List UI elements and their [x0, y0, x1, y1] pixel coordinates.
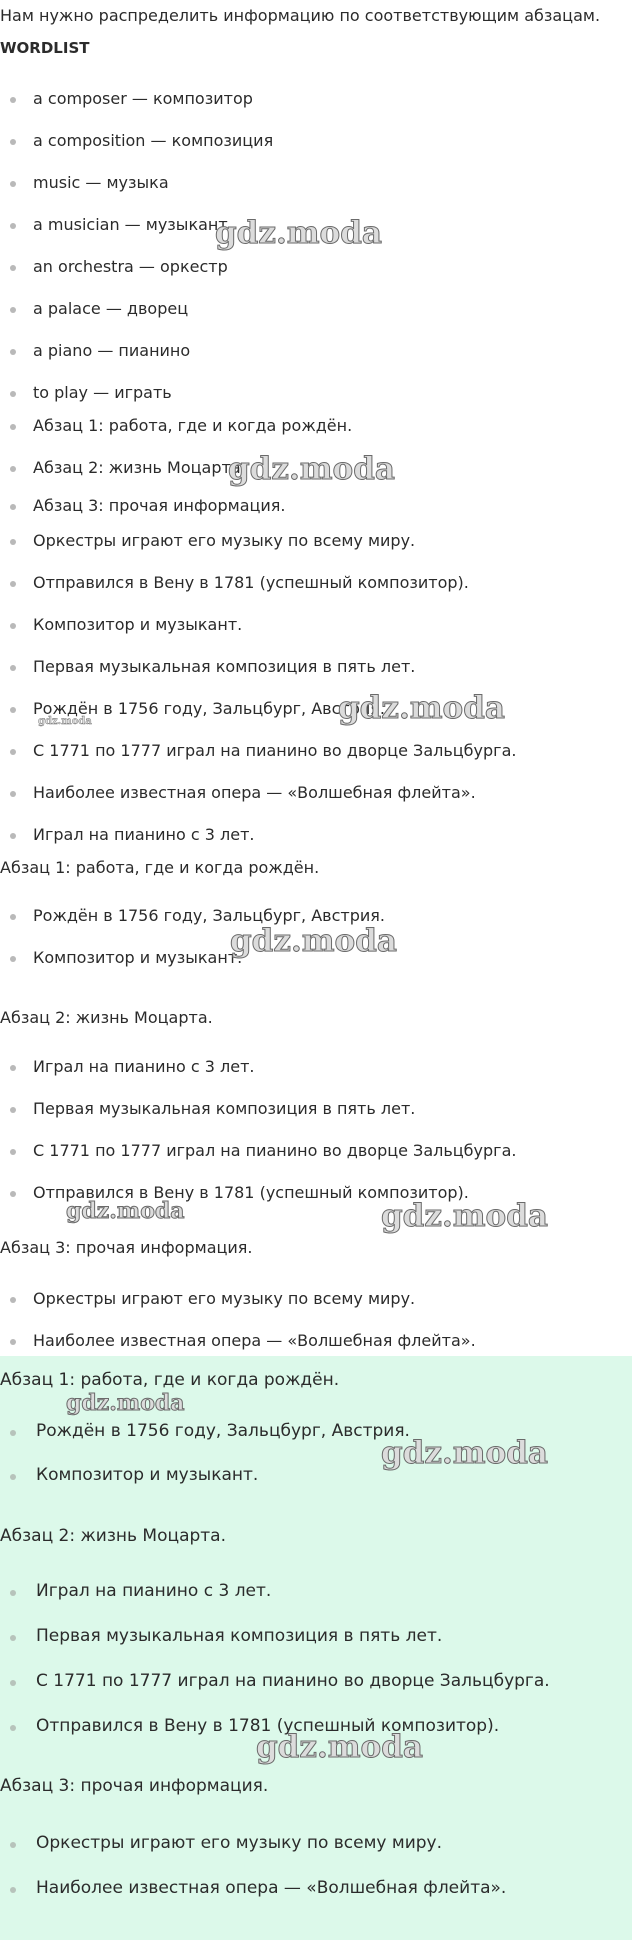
highlight-p3-item: Оркестры играют его музыку по всему миру.	[36, 1833, 443, 1853]
wordlist-item: a palace — дворец	[33, 299, 189, 318]
bullet	[10, 265, 16, 271]
bullet	[10, 539, 16, 545]
bullet	[10, 1474, 16, 1480]
answer-p3-item: Оркестры играют его музыку по всему миру.	[33, 1289, 416, 1308]
watermark: gdz.moda	[228, 451, 395, 487]
bullet	[10, 1107, 16, 1113]
bullet	[10, 1065, 16, 1071]
bullet	[10, 223, 16, 229]
bullet	[10, 1191, 16, 1197]
bullet	[10, 914, 16, 920]
bullet	[10, 1887, 16, 1893]
answer-p1-item: Рождён в 1756 году, Зальцбург, Австрия.	[33, 906, 385, 925]
wordlist-item: Абзац 2: жизнь Моцарта.	[33, 458, 246, 477]
wordlist-item: a composer — композитор	[33, 89, 253, 108]
answer-p2-heading: Абзац 2: жизнь Моцарта.	[0, 1008, 213, 1027]
wordlist-item: an orchestra — оркестр	[33, 257, 228, 276]
wordlist-item: a composition — композиция	[33, 131, 274, 150]
bullet	[10, 391, 16, 397]
bullet	[10, 97, 16, 103]
bullet	[10, 1725, 16, 1731]
highlight-p2-item: Первая музыкальная композиция в пять лет.	[36, 1626, 443, 1646]
watermark: gdz.moda	[66, 1390, 185, 1416]
wordlist-item: Оркестры играют его музыку по всему миру.	[33, 531, 416, 550]
bullet	[10, 1842, 16, 1848]
bullet	[10, 749, 16, 755]
watermark: gdz.moda	[38, 716, 92, 727]
wordlist-heading: WORDLIST	[0, 39, 90, 57]
bullet	[10, 1590, 16, 1596]
answer-p1-item: Композитор и музыкант.	[33, 948, 243, 967]
highlight-p3-heading: Абзац 3: прочая информация.	[0, 1776, 269, 1796]
bullet	[10, 1339, 16, 1345]
highlight-p2-item: Отправился в Вену в 1781 (успешный композитор).	[36, 1716, 500, 1736]
wordlist-item: Абзац 3: прочая информация.	[33, 496, 286, 515]
wordlist-item: a piano — пианино	[33, 341, 191, 360]
wordlist-item: Рождён в 1756 году, Зальцбург, Австрия.	[33, 699, 385, 718]
watermark: gdz.moda	[215, 215, 382, 251]
wordlist-item: Наиболее известная опера — «Волшебная флейта».	[33, 783, 476, 802]
answer-p1-heading: Абзац 1: работа, где и когда рождён.	[0, 858, 320, 877]
wordlist-item: a musician — музыкант	[33, 215, 228, 234]
answer-p2-item: Первая музыкальная композиция в пять лет.	[33, 1099, 416, 1118]
highlight-p2-item: Играл на пианино с 3 лет.	[36, 1581, 272, 1601]
bullet	[10, 623, 16, 629]
wordlist-item: С 1771 по 1777 играл на пианино во дворце Зальцбурга.	[33, 741, 517, 760]
bullet	[10, 466, 16, 472]
wordlist-item: music — музыка	[33, 173, 169, 192]
wordlist-item: Композитор и музыкант.	[33, 615, 243, 634]
wordlist-item: to play — играть	[33, 383, 172, 402]
watermark: gdz.moda	[256, 1729, 423, 1765]
watermark: gdz.moda	[338, 690, 505, 726]
highlight-p1-item: Композитор и музыкант.	[36, 1465, 259, 1485]
bullet	[10, 665, 16, 671]
watermark: gdz.moda	[381, 1435, 548, 1471]
bullet	[10, 424, 16, 430]
bullet	[10, 307, 16, 313]
highlight-p1-heading: Абзац 1: работа, где и когда рождён.	[0, 1370, 340, 1390]
intro-text: Нам нужно распределить информацию по соответствующим абзацам.	[0, 6, 601, 25]
wordlist-item: Первая музыкальная композиция в пять лет.	[33, 657, 416, 676]
bullet	[10, 349, 16, 355]
answer-p2-item: Играл на пианино с 3 лет.	[33, 1057, 255, 1076]
answer-p3-heading: Абзац 3: прочая информация.	[0, 1238, 253, 1257]
highlight-p2-item: С 1771 по 1777 играл на пианино во дворце Зальцбурга.	[36, 1671, 550, 1691]
highlight-p3-item: Наиболее известная опера — «Волшебная флейта».	[36, 1878, 507, 1898]
bullet	[10, 1430, 16, 1436]
highlight-p1-item: Рождён в 1756 году, Зальцбург, Австрия.	[36, 1421, 410, 1441]
watermark: gdz.moda	[230, 923, 397, 959]
wordlist-item: Абзац 1: работа, где и когда рождён.	[33, 416, 353, 435]
bullet	[10, 1635, 16, 1641]
bullet	[10, 1297, 16, 1303]
bullet	[10, 791, 16, 797]
bullet	[10, 707, 16, 713]
watermark: gdz.moda	[381, 1198, 548, 1234]
answer-p2-item: С 1771 по 1777 играл на пианино во дворце Зальцбурга.	[33, 1141, 517, 1160]
answer-p3-item: Наиболее известная опера — «Волшебная флейта».	[33, 1331, 476, 1350]
wordlist-item: Отправился в Вену в 1781 (успешный композитор).	[33, 573, 469, 592]
watermark: gdz.moda	[66, 1198, 185, 1224]
bullet	[10, 181, 16, 187]
bullet	[10, 504, 16, 510]
bullet	[10, 833, 16, 839]
answer-p2-item: Отправился в Вену в 1781 (успешный композитор).	[33, 1183, 469, 1202]
bullet	[10, 956, 16, 962]
bullet	[10, 581, 16, 587]
bullet	[10, 139, 16, 145]
highlight-p2-heading: Абзац 2: жизнь Моцарта.	[0, 1526, 227, 1546]
wordlist-item: Играл на пианино с 3 лет.	[33, 825, 255, 844]
bullet	[10, 1149, 16, 1155]
bullet	[10, 1680, 16, 1686]
